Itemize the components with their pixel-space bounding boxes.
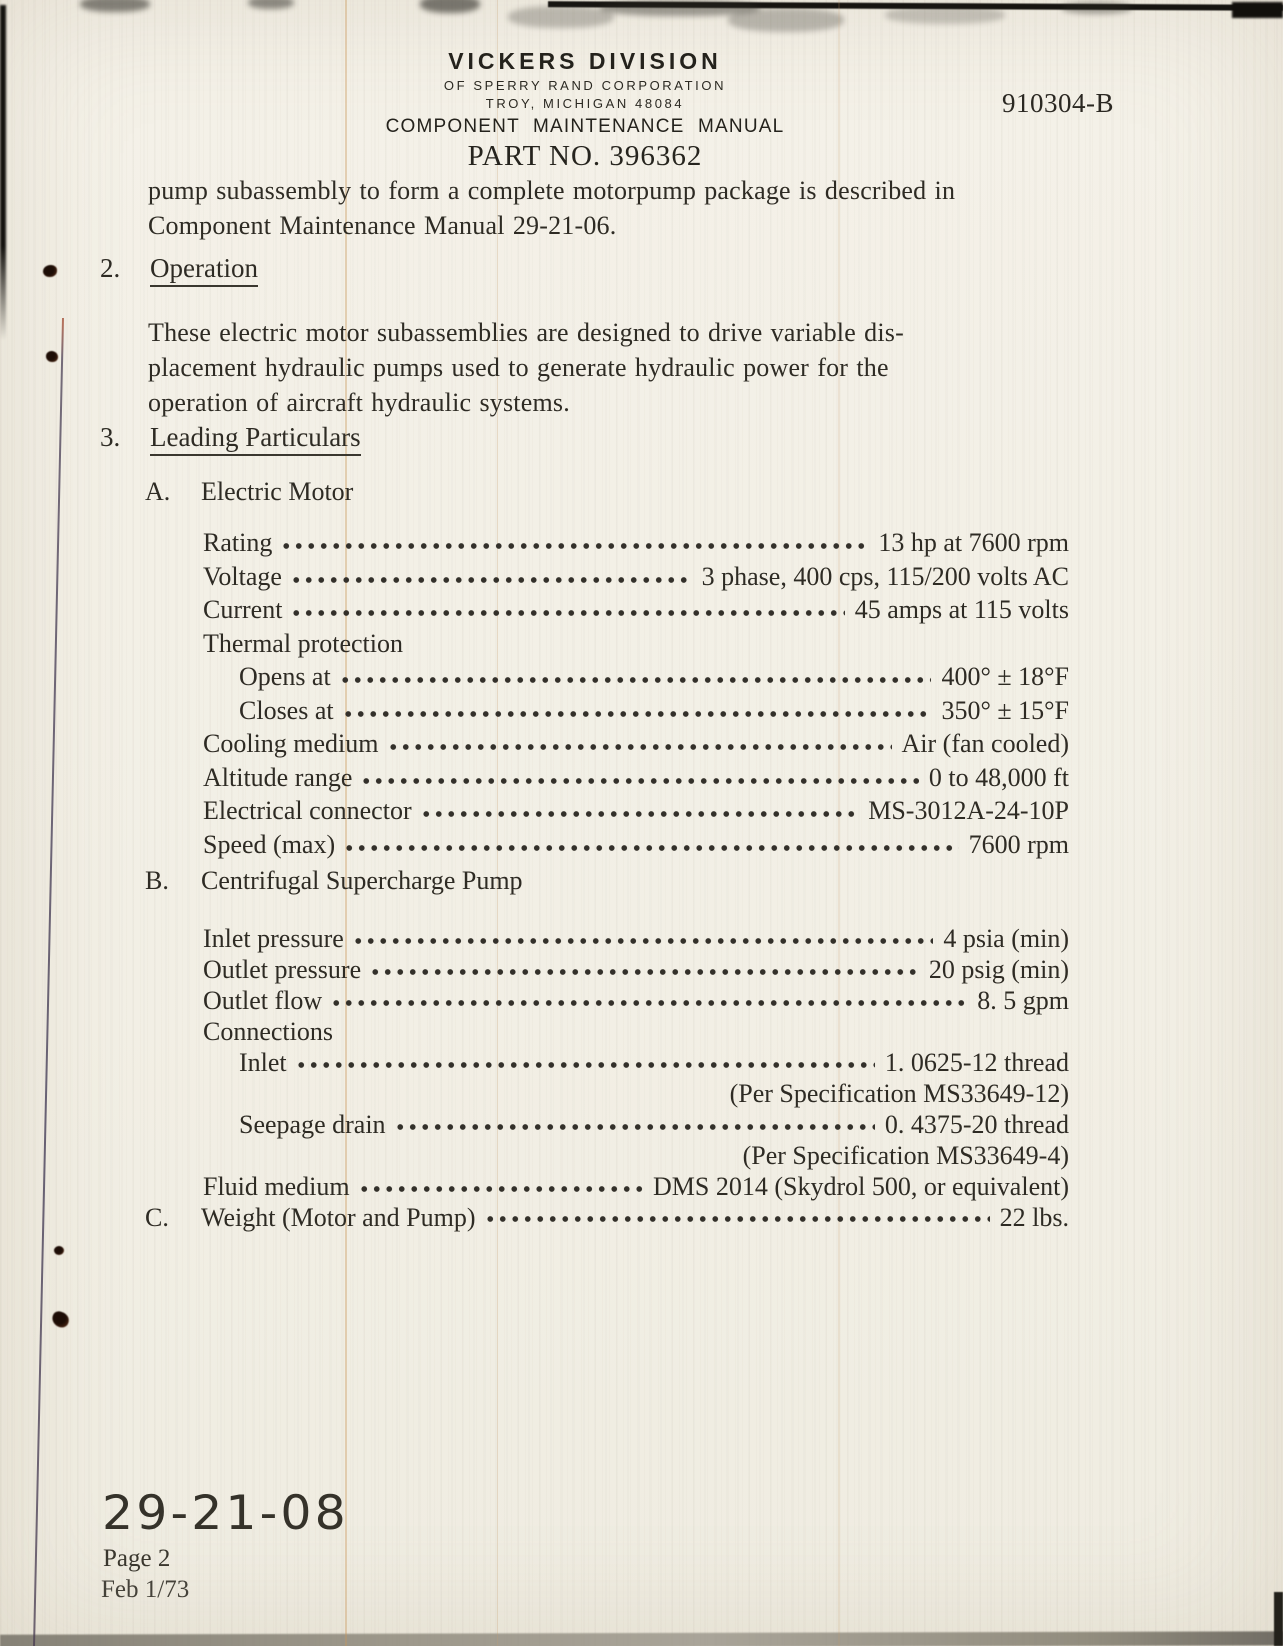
- spec-label: Inlet pressure: [203, 924, 344, 953]
- scan-artifact-smudge: [600, 0, 760, 16]
- scan-artifact-bottom-edge: [0, 1631, 1283, 1646]
- document-header: [285, 48, 885, 173]
- dot-leader: [358, 763, 918, 797]
- spec-row-closes-at: [203, 696, 1069, 730]
- spec-label: Fluid medium: [203, 1172, 350, 1201]
- scan-artifact-smudge: [508, 6, 614, 28]
- spec-row-cooling-medium: [203, 729, 1069, 763]
- dot-leader: [482, 1203, 990, 1233]
- section-number-leading-particulars: 3.: [100, 422, 121, 452]
- spec-row-current: [203, 595, 1069, 629]
- spec-label: Connections: [203, 1017, 333, 1046]
- dot-leader: [288, 595, 844, 629]
- spec-row-seepage-drain: [203, 1110, 1069, 1141]
- dot-leader: [340, 696, 932, 730]
- dot-leader: [367, 955, 919, 986]
- spec-label: Electrical connector: [203, 796, 412, 825]
- spec-value: 0 to 48,000 ft: [928, 762, 1069, 792]
- scan-artifact-left-edge: [0, 5, 6, 340]
- spec-value: 45 amps at 115 volts: [854, 595, 1069, 624]
- spec-value: Air (fan cooled): [901, 729, 1069, 758]
- spec-row-electrical-connector: [203, 796, 1069, 830]
- scan-artifact-smudge: [80, 0, 150, 12]
- dot-leader: [385, 729, 892, 763]
- spec-row-outlet-flow: [203, 986, 1069, 1017]
- electric-motor-spec-list: [203, 528, 1069, 863]
- ink-blot: [54, 1246, 64, 1255]
- paragraph-line: operation of aircraft hydraulic systems.: [148, 388, 570, 417]
- ata-chapter-number: 29-21-08: [102, 1486, 349, 1541]
- spec-row-voltage: [203, 562, 1069, 596]
- spec-value: 22 lbs.: [999, 1203, 1069, 1232]
- scan-artifact-smudge: [248, 0, 294, 9]
- spec-row-outlet-pressure: [203, 955, 1069, 986]
- spec-note-text: (Per Specification MS33649-12): [729, 1079, 1069, 1108]
- spec-note-seepage-drain: [203, 1141, 1069, 1172]
- paragraph-line: pump subassembly to form a complete motorpump package is described in: [148, 176, 956, 205]
- spec-label: Opens at: [239, 662, 331, 691]
- scan-artifact-smudge: [1062, 2, 1132, 14]
- spec-row-connections: [203, 1017, 1069, 1048]
- spec-row-speed-max: [203, 830, 1069, 864]
- paragraph-line: placement hydraulic pumps used to generate hydraulic power for the: [148, 353, 889, 382]
- spec-label: Thermal protection: [203, 628, 403, 658]
- scan-artifact-bottom-right: [1274, 1592, 1283, 1646]
- ink-blot: [43, 265, 57, 277]
- ink-blot: [46, 351, 58, 362]
- spec-value: MS-3012A-24-10P: [868, 796, 1069, 825]
- company-name: VICKERS DIVISION: [448, 48, 722, 74]
- dot-leader: [341, 830, 958, 864]
- dot-leader: [337, 662, 932, 696]
- document-number: 910304-B: [1002, 88, 1114, 118]
- scan-artifact-margin-line: [33, 318, 64, 1646]
- spec-row-weight: [201, 1203, 1069, 1233]
- page-number: Page 2: [103, 1545, 171, 1572]
- section-number-operation: 2.: [100, 253, 121, 283]
- spec-label: Voltage: [203, 561, 282, 591]
- paragraph-line: These electric motor subassemblies are designed to drive variable dis-: [148, 318, 904, 347]
- dot-leader: [328, 986, 967, 1017]
- spec-label: Inlet: [239, 1048, 287, 1077]
- spec-note-inlet: [203, 1079, 1069, 1110]
- part-number: PART NO. 396362: [467, 140, 703, 172]
- dot-leader: [356, 1172, 643, 1203]
- spec-value: DMS 2014 (Skydrol 500, or equivalent): [653, 1172, 1069, 1201]
- spec-value: 7600 rpm: [968, 829, 1069, 859]
- spec-label: Seepage drain: [239, 1110, 386, 1139]
- spec-label: Speed (max): [203, 829, 336, 859]
- spec-label: Altitude range: [203, 762, 353, 792]
- spec-label: Outlet flow: [203, 986, 323, 1015]
- spec-row-rating: [203, 528, 1069, 562]
- spec-value: 350° ± 15°F: [941, 695, 1069, 725]
- spec-value: 0. 4375-20 thread: [884, 1110, 1069, 1139]
- spec-label: Current: [203, 595, 283, 624]
- subsection-letter-weight: C.: [145, 1203, 169, 1232]
- spec-value: 20 psig (min): [928, 955, 1069, 984]
- section-heading-leading-particulars: Leading Particulars: [150, 422, 361, 453]
- scan-artifact-top-right: [1232, 2, 1283, 18]
- scan-artifact-top-edge: [548, 1, 1283, 11]
- spec-value: 4 psia (min): [943, 924, 1069, 953]
- subsection-title-supercharge-pump: Centrifugal Supercharge Pump: [201, 866, 523, 895]
- spec-value: 13 hp at 7600 rpm: [878, 528, 1069, 557]
- supercharge-pump-spec-list: [203, 924, 1069, 1203]
- spacer: [409, 629, 1059, 663]
- spec-note-text: (Per Specification MS33649-4): [742, 1141, 1069, 1170]
- spec-value: 3 phase, 400 cps, 115/200 volts AC: [701, 561, 1069, 591]
- spec-value: 8. 5 gpm: [977, 986, 1069, 1015]
- paragraph-line: Component Maintenance Manual 29-21-06.: [148, 211, 617, 240]
- company-address: TROY, MICHIGAN 48084: [485, 96, 685, 111]
- section-heading-operation: Operation: [150, 253, 258, 284]
- spec-label: Cooling medium: [203, 729, 379, 758]
- spec-value: 1. 0625-12 thread: [884, 1048, 1069, 1077]
- spec-row-inlet: [203, 1048, 1069, 1079]
- scan-artifact-smudge: [885, 6, 1005, 24]
- dot-leader: [392, 1110, 875, 1141]
- company-subtitle: OF SPERRY RAND CORPORATION: [443, 78, 727, 93]
- revision-date: Feb 1/73: [101, 1576, 190, 1603]
- subsection-title-electric-motor: Electric Motor: [201, 477, 354, 506]
- spec-row-thermal-protection: [203, 629, 1069, 663]
- manual-title: COMPONENT MAINTENANCE MANUAL: [385, 116, 785, 137]
- scan-artifact-smudge: [728, 8, 844, 32]
- spec-label: Outlet pressure: [203, 955, 362, 984]
- dot-leader: [418, 796, 859, 830]
- subsection-letter-electric-motor: A.: [145, 477, 171, 506]
- dot-leader: [350, 924, 934, 955]
- dot-leader: [293, 1048, 875, 1079]
- operation-paragraph: [148, 315, 1098, 420]
- spec-label: Rating: [203, 528, 273, 557]
- spacer: [339, 1017, 1059, 1048]
- intro-paragraph: [148, 173, 1088, 243]
- ink-blot: [50, 1310, 71, 1330]
- dot-leader: [278, 528, 868, 562]
- spec-row-fluid-medium: [203, 1172, 1069, 1203]
- spec-value: 400° ± 18°F: [941, 662, 1069, 691]
- spec-label: Closes at: [239, 695, 334, 725]
- spec-row-opens-at: [203, 662, 1069, 696]
- subsection-letter-supercharge-pump: B.: [145, 866, 169, 895]
- spec-row-altitude-range: [203, 763, 1069, 797]
- dot-leader: [288, 562, 692, 596]
- spec-row-inlet-pressure: [203, 924, 1069, 955]
- spec-label: Weight (Motor and Pump): [201, 1203, 476, 1232]
- scan-artifact-smudge: [420, 0, 480, 13]
